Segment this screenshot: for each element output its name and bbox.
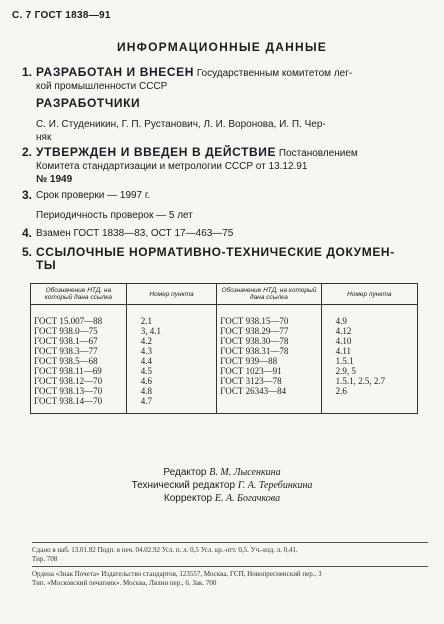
table-cell: 1.5.1	[321, 356, 417, 366]
table-cell: ГОСТ 938.29—77	[217, 326, 321, 336]
section-5-number: 5.	[22, 245, 33, 259]
corrector-line	[0, 492, 444, 505]
table-row	[31, 386, 418, 396]
page-title: ИНФОРМАЦИОННЫЕ ДАННЫЕ	[116, 40, 328, 54]
imprint-divider-top	[32, 542, 428, 543]
references-table	[30, 283, 418, 414]
section-2-text-c: № 1949	[36, 174, 73, 185]
table-header-row	[31, 284, 418, 305]
table-cell: ГОСТ 938.3—77	[31, 346, 127, 356]
table-cell: 4.5	[126, 366, 217, 376]
table-row	[31, 326, 418, 336]
table-cell: ГОСТ 938.1—67	[31, 336, 127, 346]
table-cell: ГОСТ 26343—84	[217, 386, 321, 396]
imprint-line-4: Тип. «Московский печатник». Москва, Лялин пер., 6. Зак. 700	[32, 579, 217, 587]
imprint-line-2: Тир. 708	[32, 555, 58, 563]
imprint-divider-bottom	[32, 566, 428, 567]
table-header-cell: Обозначение НТД, на который дана ссылка	[31, 284, 127, 305]
developers-block	[36, 97, 416, 110]
table-row	[31, 356, 418, 366]
section-2-number: 2.	[22, 145, 33, 159]
imprint-print-info	[32, 546, 428, 564]
developers-title: РАЗРАБОТЧИКИ	[36, 96, 141, 110]
table-cell: ГОСТ 939—88	[217, 356, 321, 366]
table-cell: 4.9	[321, 305, 417, 327]
section-3-text-b: Периодичность проверок — 5 лет	[36, 210, 193, 221]
corrector-name: Е. А. Богачкова	[214, 493, 281, 504]
table-cell: 2.1	[126, 305, 217, 327]
page-header: С. 7 ГОСТ 1838—91	[12, 10, 111, 21]
section-2	[22, 145, 416, 186]
table-cell: 3, 4.1	[126, 326, 217, 336]
table-row	[31, 305, 418, 327]
table-cell: ГОСТ 15.007—88	[31, 305, 127, 327]
section-2-text-a: Постановлением	[276, 148, 358, 159]
developers-names	[36, 118, 416, 144]
table-cell: 4.8	[126, 386, 217, 396]
developers-line-b: няк	[36, 132, 52, 143]
table-cell: 2.9, 5	[321, 366, 417, 376]
editor-name: В. М. Лысенкина	[209, 467, 281, 478]
table-row	[31, 396, 418, 414]
table-cell: ГОСТ 938.14—70	[31, 396, 127, 414]
table-header-cell: Номер пункта	[126, 284, 217, 305]
table-cell: 4.12	[321, 326, 417, 336]
table-cell: 4.6	[126, 376, 217, 386]
section-3	[22, 188, 416, 202]
table-cell: ГОСТ 3123—78	[217, 376, 321, 386]
imprint-line-3: Ордена «Знак Почета» Издательство стандартов, 123557, Москва, ГСП, Новопресненский пер., 3	[32, 570, 322, 578]
table-cell: 4.2	[126, 336, 217, 346]
table-cell: 2.6	[321, 386, 417, 396]
section-1-lead: РАЗРАБОТАН И ВНЕСЕН	[36, 65, 194, 79]
section-1-text-b: кой промышленности СССР	[36, 81, 168, 92]
table-row	[31, 366, 418, 376]
imprint-publisher	[32, 570, 428, 588]
section-1-text-a: Государственным комитетом лег-	[193, 68, 353, 79]
table-cell: ГОСТ 938.12—70	[31, 376, 127, 386]
imprint-line-1: Сдано в наб. 13.01.92 Подп. в печ. 04.02.92 Усл. п. л. 0,5 Усл. кр.-отт. 0,5. Уч.-изд. л. 0,41.	[32, 546, 298, 554]
section-4-text: Взамен ГОСТ 1838—83, ОСТ 17—463—75	[36, 228, 234, 239]
section-4	[22, 226, 416, 240]
tech-editor-name: Г. А. Теребинкина	[237, 480, 313, 491]
section-2-text-b: Комитета стандартизации и метрологии СССР от 13.12.91	[36, 161, 308, 172]
table-cell	[217, 396, 321, 414]
table-row	[31, 336, 418, 346]
table-cell: ГОСТ 938.5—68	[31, 356, 127, 366]
editor-line	[0, 466, 444, 479]
table-cell: 4.3	[126, 346, 217, 356]
table-cell: 4.10	[321, 336, 417, 346]
table-cell: ГОСТ 938.31—78	[217, 346, 321, 356]
table-cell: 4.11	[321, 346, 417, 356]
table-cell: ГОСТ 1023—91	[217, 366, 321, 376]
table-cell: ГОСТ 938.11—69	[31, 366, 127, 376]
table-cell: 1.5.1, 2.5, 2.7	[321, 376, 417, 386]
corrector-role: Корректор	[163, 493, 215, 504]
section-5	[22, 245, 416, 272]
table-row	[31, 376, 418, 386]
section-3-period	[36, 209, 416, 222]
table-row	[31, 346, 418, 356]
section-1-number: 1.	[22, 65, 33, 79]
tech-editor-line	[0, 479, 444, 492]
table-cell: 4.7	[126, 396, 217, 414]
section-5-text-a: ССЫЛОЧНЫЕ НОРМАТИВНО-ТЕХНИЧЕСКИЕ ДОКУМЕН-	[36, 245, 395, 259]
editor-role: Редактор	[163, 467, 210, 478]
section-2-lead: УТВЕРЖДЕН И ВВЕДЕН В ДЕЙСТВИЕ	[36, 145, 277, 159]
table-cell: ГОСТ 938.13—70	[31, 386, 127, 396]
table-cell	[321, 396, 417, 414]
developers-line-a: С. И. Студеникин, Г. П. Рустанович, Л. И. Воронова, И. П. Чер-	[36, 119, 326, 130]
section-5-text-b: ТЫ	[36, 258, 57, 272]
table-cell: ГОСТ 938.0—75	[31, 326, 127, 336]
table-cell: ГОСТ 938.15—70	[217, 305, 321, 327]
table-header-cell: Обозначение НТД, на который дана ссылка	[217, 284, 321, 305]
section-1	[22, 65, 416, 93]
table-cell: 4.4	[126, 356, 217, 366]
section-4-number: 4.	[22, 226, 33, 240]
section-3-number: 3.	[22, 188, 33, 202]
table-cell: ГОСТ 938.30—78	[217, 336, 321, 346]
section-3-text-a: Срок проверки — 1997 г.	[36, 190, 151, 201]
tech-editor-role: Технический редактор	[131, 480, 238, 491]
table-header-cell: Номер пункта	[321, 284, 417, 305]
